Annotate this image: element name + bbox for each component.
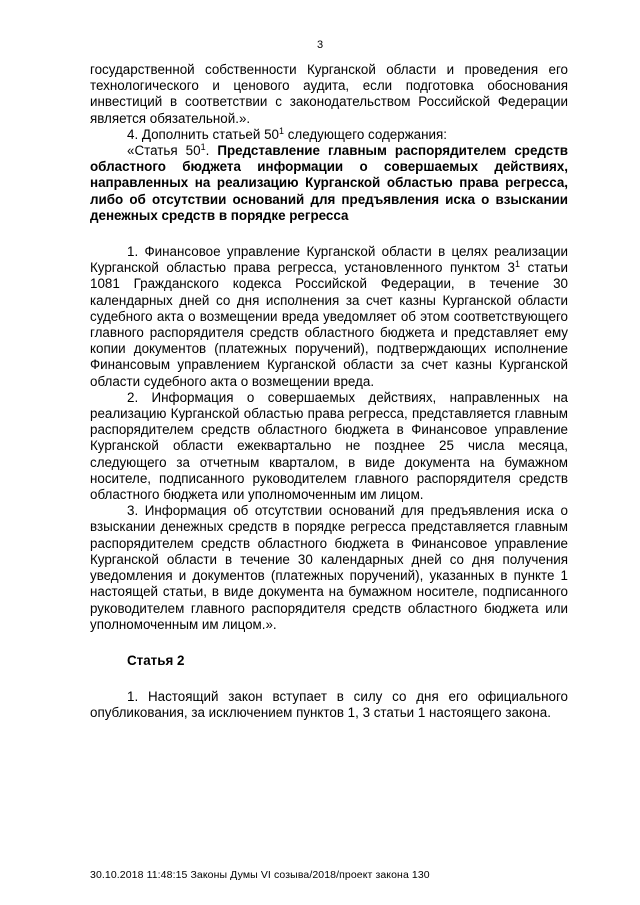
article-2-heading: Статья 2 [127, 652, 185, 668]
paragraph-clause-1: 1. Финансовое управление Курганской области в целях реализации Курганской областью права регресса, установленного пунктом $3^1$ статьи 1081 Гражданского кодекса Российской Федерации, в течение 30 календарных дней со дня исполнения за счет казны Курганской области судебного акта о возмещении вреда уведомляет об этом соответствующего главного распорядителя средств областного бюджета и представляет ему копии документов (платежных поручений), подтверждающих исполнение Финансовым управлением Курганской области за счет казны Курганской области судебного акта о возмещении вреда. [90, 244, 569, 389]
paragraph-continuation: государственной собственности Курганской области и проведения его технологического и ценового аудита, если подготовка обоснования инвестиций в соответствии с законодательством Российской Федерации является обязательной.». [90, 62, 568, 126]
document-body [90, 62, 568, 722]
paragraph-clause-2: 2. Информация о совершаемых действиях, направленных на реализацию Курганской областью права регресса, представляется главным распорядителем средств областного бюджета в Финансовое управление Курганской области ежеквартально не позднее 25 числа месяца, следующего за отчетным кварталом, в виде документа на бумажном носителе, подписанного руководителем главного распорядителя средств областного бюджета или уполномоченным им лицом. [90, 389, 568, 503]
paragraph-article-2-clause-1: 1. Настоящий закон вступает в силу со дня его официального опубликования, за исключением пунктов 1, 3 статьи 1 настоящего закона. [90, 689, 568, 721]
article-50-1-title: «Статья $50^1$. Представление главным распорядителем средств областного бюджета информации о совершаемых действиях, направленных на реализацию Курганской областью права регресса, либо об отсутствии оснований для предъявления иска о взыскании денежных средств в порядке регресса [90, 142, 568, 223]
document-footer: 30.10.2018 11:48:15 Законы Думы VI созыва/2018/проект закона 130 [90, 869, 430, 881]
page-number: 3 [316, 39, 324, 51]
paragraph-clause-3: 3. Информация об отсутствии оснований для предъявления иска о взыскании денежных средств в порядке регресса представляется главным распорядителем средств областного бюджета в Финансовое управление Курганской области в течение 30 календарных дней со дня получения уведомления и документов (платежных поручений), указанных в пункте 1 настоящей статьи, в виде документа на бумажном носителе, подписанного руководителем главного распорядителя средств областного бюджета или уполномоченным им лицом.». [90, 503, 568, 632]
paragraph-amendment-4: 4. Дополнить статьей $50^1$ следующего содержания: [127, 125, 447, 142]
